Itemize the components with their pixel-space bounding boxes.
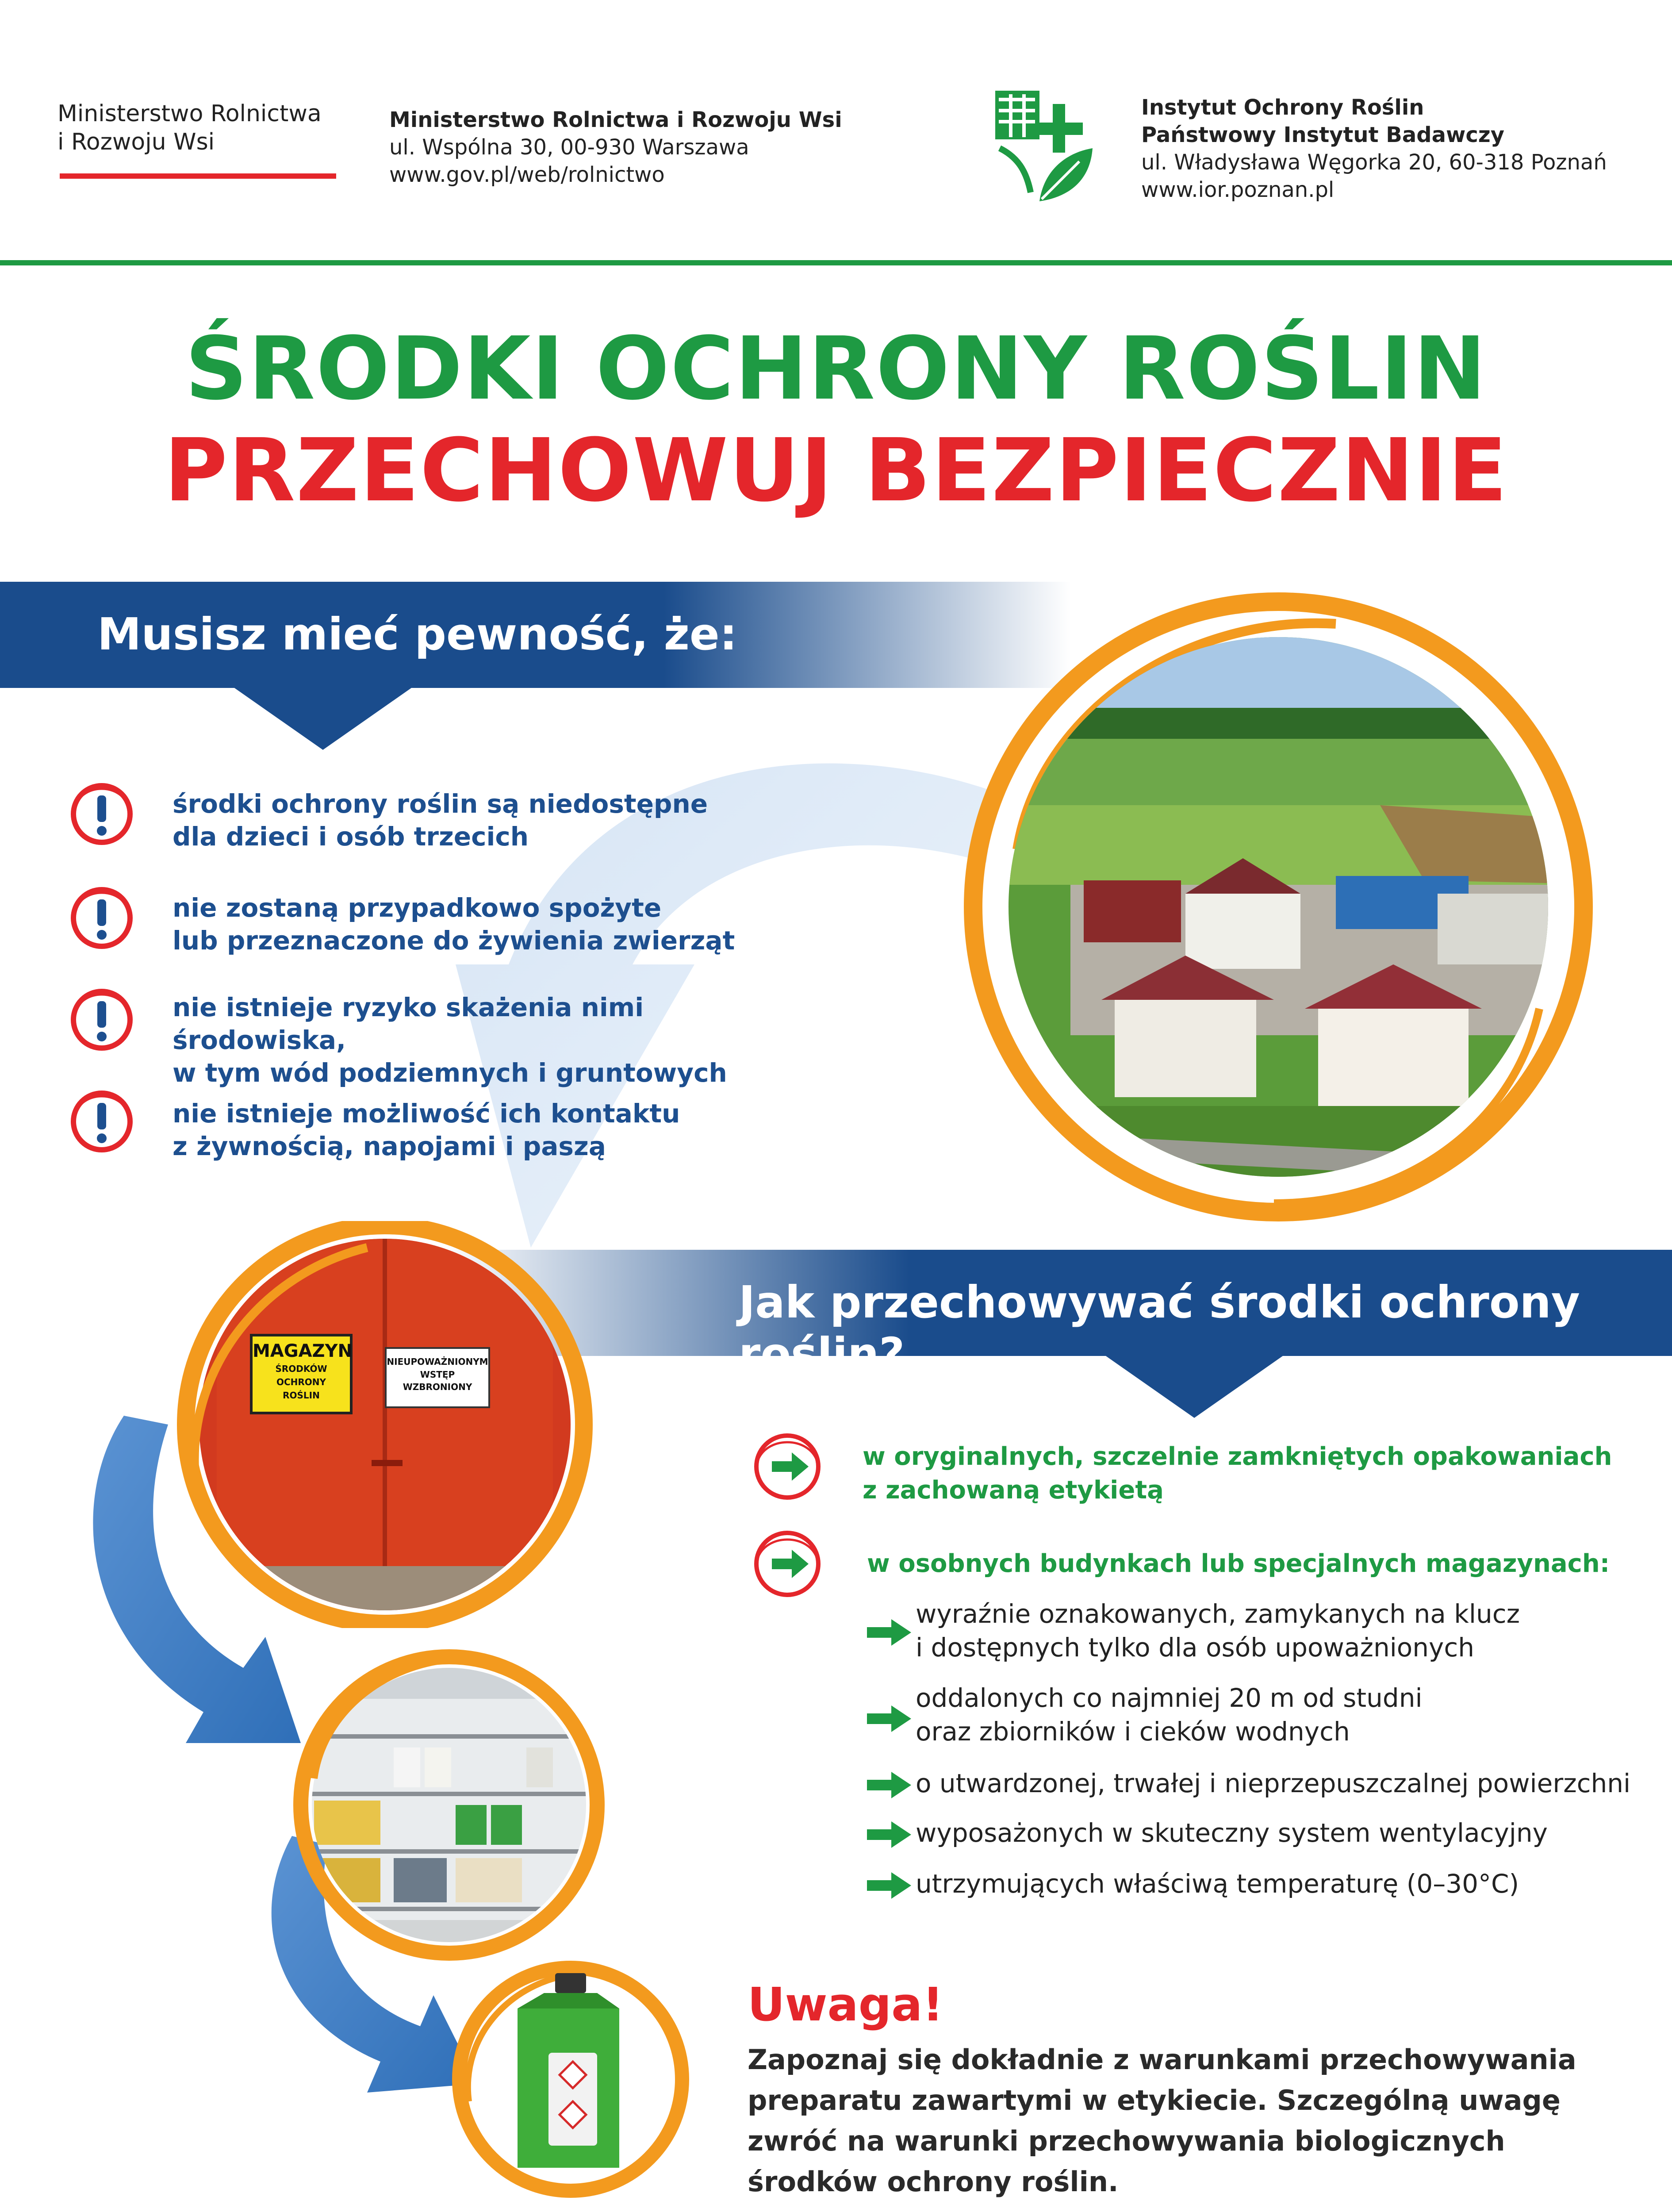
title-line2: PRZECHOWUJ BEZPIECZNIE [164,420,1508,521]
green-arrow-icon [867,1821,911,1848]
item-line1: w osobnych budynkach lub specjalnych magazynach: [867,1549,1610,1578]
sign-line: MAGAZYN [253,1341,353,1361]
sign-line: NIEUPOWAŻNIONYM [387,1356,488,1367]
institute-address: ul. Władysława Węgorka 20, 60-318 Poznań [1141,150,1607,175]
uwaga-body: Zapoznaj się dokładnie z warunkami przechowywania preparatu zawartymi w etykiecie. Szczególną uwagę zwróć na warunki przechowywania biologicznych środków ochrony roślin. [748,2043,1576,2198]
sign-line: WSTĘP [420,1369,455,1380]
header-divider [0,260,1672,265]
institute-url[interactable]: www.ior.poznan.pl [1141,177,1335,202]
sign-line: ROŚLIN [283,1390,320,1401]
farm-photo [938,575,1628,1239]
green-arrow-icon [867,1619,911,1646]
item-line1: nie istnieje możliwość ich kontaktu [173,1098,680,1129]
door-sign-wstep [385,1347,490,1408]
item-line2: lub przeznaczone do żywienia zwierząt [173,926,735,956]
section2-sub-item: wyposażonych w skuteczny system wentylacyjny [916,1818,1548,1848]
ministry-contact [389,106,842,188]
section1-item [173,1097,792,1163]
item-line2: w tym wód podziemnych i gruntowych [173,1058,727,1088]
section2-sub-item: utrzymujących właściwą temperaturę (0–30°C) [916,1869,1519,1899]
green-arrow-icon [867,1705,911,1732]
warning-icon [66,883,137,953]
item-line1: oddalonych co najmniej 20 m od studni [916,1683,1423,1713]
item-line2: z zachowaną etykietą [863,1476,1164,1505]
section2-sub-item [916,1681,1423,1748]
item-line2: i dostępnych tylko dla osób upoważnionych [916,1632,1475,1663]
item-line2: dla dzieci i osób trzecich [173,822,529,852]
uwaga-title: Uwaga! [748,1978,943,2032]
ministry-logo-line1: Ministerstwo Rolnictwa [58,100,322,127]
item-line1: nie istnieje ryzyko skażenia nimi środowiska, [173,992,644,1055]
title-line1: ŚRODKI OCHRONY ROŚLIN [185,319,1487,419]
item-line2: z żywnością, napojami i paszą [173,1131,606,1161]
institute-subname: Państwowy Instytut Badawczy [1141,123,1504,147]
ministry-logo-underline [60,173,336,179]
door-sign-magazyn [250,1334,353,1414]
section2-sub-item [916,1597,1520,1664]
ministry-address: ul. Wspólna 30, 00-930 Warszawa [389,135,749,160]
section1-item [173,891,792,957]
section1-item [173,787,792,853]
ministry-logo-text [58,100,358,156]
section2-main-item [867,1547,1610,1581]
section2-heading: Jak przechowywać środki ochrony roślin? [739,1276,1580,1380]
section1-item [173,991,792,1089]
item-line1: nie zostaną przypadkowo spożyte [173,893,662,923]
ministry-url[interactable]: www.gov.pl/web/rolnictwo [389,162,665,187]
green-arrow-icon [867,1872,911,1899]
institute-contact [1141,94,1607,204]
ior-logo-icon [991,86,1097,206]
institute-name: Instytut Ochrony Roślin [1141,95,1424,120]
item-line1: wyraźnie oznakowanych, zamykanych na klucz [916,1599,1520,1629]
warning-icon [66,984,137,1055]
storage-shelves-photo [288,1646,610,1964]
section1-heading: Musisz mieć pewność, że: [97,608,737,660]
blue-arrow-1-icon [53,1407,327,1778]
arrow-circle-icon [748,1524,827,1604]
item-line2: oraz zbiorników i cieków wodnych [916,1717,1350,1747]
sign-line: ŚRODKÓW OCHRONY [275,1363,327,1387]
ministry-logo-line2: i Rozwoju Wsi [58,129,215,155]
green-arrow-icon [867,1772,911,1798]
ministry-name: Ministerstwo Rolnictwa i Rozwoju Wsi [389,108,842,132]
banner-musisz [0,582,1070,750]
arrow-circle-icon [748,1427,827,1506]
section2-sub-item: o utwardzonej, trwałej i nieprzepuszczalnej powierzchni [916,1768,1631,1798]
item-line1: środki ochrony roślin są niedostępne [173,789,708,819]
item-line1: w oryginalnych, szczelnie zamkniętych opakowaniach [863,1442,1612,1471]
warning-icon [66,779,137,849]
section2-main-item [863,1440,1612,1507]
sign-line: WZBRONIONY [403,1382,472,1392]
chemical-bottle-photo [442,1955,699,2203]
warning-icon [66,1086,137,1157]
